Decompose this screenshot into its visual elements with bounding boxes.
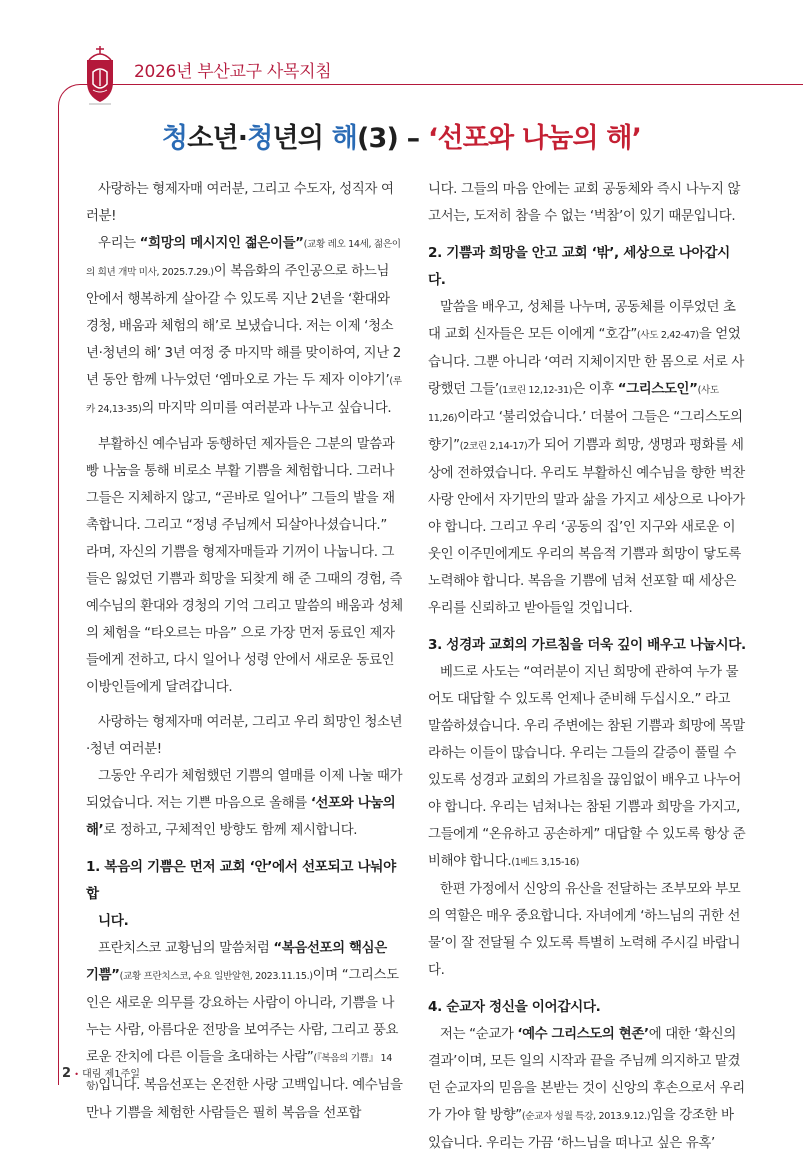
section-heading: 2. 기쁨과 희망을 안고 교회 ‘밖’, 세상으로 나아갑시다. [428,245,730,288]
section-heading: 3. 성경과 교회의 가르침을 더욱 깊이 배우고 나눕시다. [428,637,746,653]
paragraph: 말씀을 배우고, 성체를 나누며, 공동체를 이루었던 초대 교회 신자들은 모든 이에게 “호감”(사도 2,42-47)을 얻었습니다. 그뿐 아니라 ‘여러 지체이지만 한 몸으로 서로 사랑했던 그들’(1코린 12,12-31)은 이후 “그리스도인”(사도 11,26)이라고 ‘불리었습니다.’ 더불어 그들은 “그리스도의 향기”(2코린 2,14-17)가 되어 기쁨과 희망, 생명과 평화를 세상에 전하였습니다. 우리도 부활하신 예수님을 향한 벅찬 사랑 안에서 자기만의 말과 삶을 가지고 세상으로 나아가야 합니다. 그리고 우리 ‘공동의 집’인 지구와 새로운 이웃인 이주민에게도 우리의 복음적 기쁨과 희망이 닿도록 노력해야 합니다. 복음을 기쁨에 넘쳐 선포할 때 세상은 우리를 신뢰하고 받아들일 것입니다. [428,300,745,616]
footer-bullet: • [74,1070,79,1079]
header-title: 2026년 부산교구 사목지침 [134,62,332,82]
paragraph: 베드로 사도는 “여러분이 지닌 희망에 관하여 누가 물어도 대답할 수 있도록 언제나 준비해 두십시오.” 라고 말씀하셨습니다. 우리 주변에는 참된 기쁨과 희망에 목말라하는 이들이 많습니다. 우리는 그들의 갈증이 풀릴 수 있도록 성경과 교회의 가르침을 끊임없이 배우고 나누어야 합니다. 우리는 넘쳐나는 참된 기쁨과 희망을 가지고, 그들에게 “온유하고 공손하게” 대답할 수 있도록 항상 준비해야 합니다.(1베드 3,15-16) [428,665,746,869]
right-column [428,176,746,1157]
paragraph: 부활하신 예수님과 동행하던 제자들은 그분의 말씀과 빵 나눔을 통해 비로소 부활 기쁨을 체험합니다. 그러나 그들은 지체하지 않고, “곧바로 일어나” 그들의 발을 재촉합니다. 그리고 “정녕 주님께서 되살아나셨습니다.” 라며, 자신의 기쁨을 형제자매들과 기꺼이 나눕니다. 그들은 잃었던 기쁨과 희망을 되찾게 해 준 그때의 경험, 즉 예수님의 환대와 경청의 기억 그리고 말씀의 배움과 성체의 체험을 “타오르는 마음” 으로 가장 먼저 동료인 제자들에게 전하고, 다시 일어나 성령 안에서 새로운 동료인 이방인들에게 달려갑니다. [86,437,403,695]
footer-text: 대림 제1주일 [82,1069,140,1080]
paragraph: 저는 “순교가 ‘예수 그리스도의 현존’에 대한 ‘확신의 결과’이며, 모든 일의 시작과 끝을 주님께 의지하고 맡겼던 순교자의 믿음을 본받는 것이 신앙의 후손으로서 우리가 가야 할 방향”(순교자 성월 특강, 2013.9.12.)임을 강조한 바 있습니다. 우리는 가끔 ‘하느님을 떠나고 싶은 유혹’ [428,1027,745,1151]
paragraph: 사랑하는 형제자매 여러분, 그리고 수도자, 성직자 여러분! [86,182,394,224]
diocese-emblem-icon [79,46,121,106]
page-footer [62,1065,140,1081]
page-number: 2 [62,1066,72,1081]
header-rule [88,84,803,85]
page-title: 청소년·청년의 해(3) – ‘선포와 나눔의 해’ [161,123,642,154]
paragraph: 프란치스코 교황님의 말씀처럼 “복음선포의 핵심은 기쁨”(교황 프란치스코, 수요 일반알현, 2023.11.15.)이며 “그리스도인은 새로운 의무를 강요하는 사람이 아니라, 기쁨을 나누는 사람, 아름다운 전망을 보여주는 사람, 그리고 풍요로운 잔치에 다른 이들을 초대하는 사람”(『복음의 기쁨』 14항)입니다. 복음선포는 온전한 사랑 고백입니다. 예수님을 만나 기쁨을 체험한 사람들은 필히 복음을 선포합 [86,941,403,1121]
paragraph: 사랑하는 형제자매 여러분, 그리고 우리 희망인 청소년·청년 여러분! [86,715,403,757]
paragraph: 그동안 우리가 체험했던 기쁨의 열매를 이제 나눌 때가 되었습니다. 저는 기쁜 마음으로 올해를 ‘선포와 나눔의 해’로 정하고, 구체적인 방향도 함께 제시합니다. [86,769,403,838]
left-column [86,176,403,1127]
section-heading: 4. 순교자 정신을 이어갑시다. [428,999,601,1015]
section-heading: 1. 복음의 기쁨은 먼저 교회 ‘안’에서 선포되고 나눠야 합 니다. [86,859,396,929]
paragraph: 한편 가정에서 신앙의 유산을 전달하는 조부모와 부모의 역할은 매우 중요합니다. 자녀에게 ‘하느님의 귀한 선물’이 잘 전달될 수 있도록 특별히 노력해 주시길 바랍니다. [428,882,741,978]
paragraph: 우리는 “희망의 메시지인 젊은이들”(교황 레오 14세, 젊은이의 희년 개막 미사, 2025.7.29.)이 복음화의 주인공으로 하느님 안에서 행복하게 살아갈 수 있도록 지난 2년을 ‘환대와 경청, 배움과 체험의 해’로 보냈습니다. 저는 이제 ‘청소년·청년의 해’ 3년 여정 중 마지막 해를 맞이하여, 지난 2년 동안 함께 나누었던 ‘엠마오로 가는 두 제자 이야기’(루카 24,13-35)의 마지막 의미를 여러분과 나누고 싶습니다. [86,236,402,416]
paragraph: 니다. 그들의 마음 안에는 교회 공동체와 즉시 나누지 않고서는, 도저히 참을 수 없는 ‘벅참’이 있기 때문입니다. [428,182,741,224]
